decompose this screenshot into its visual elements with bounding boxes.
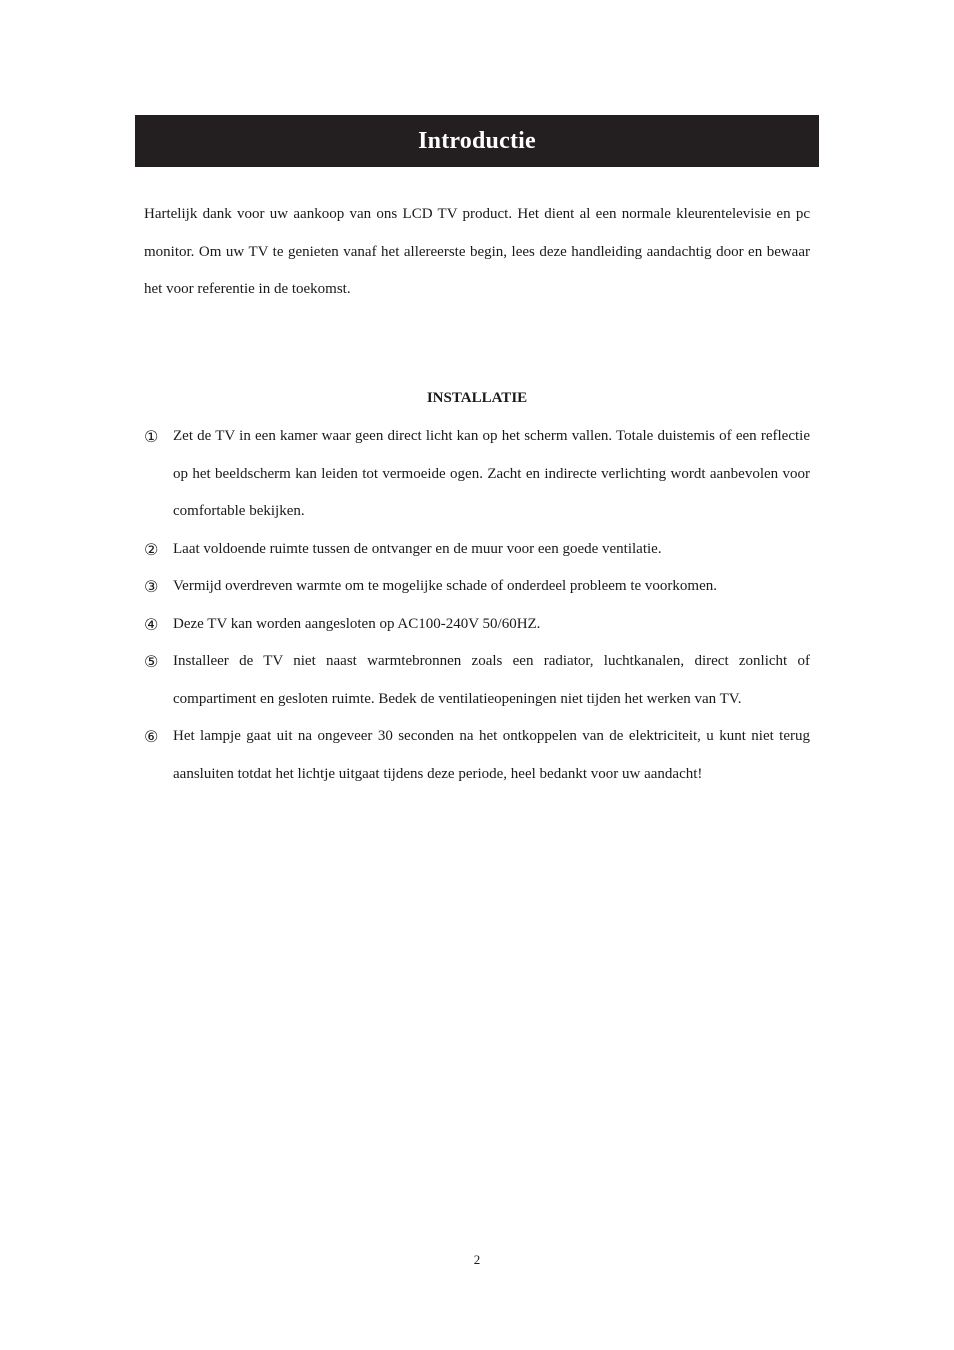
installation-heading: INSTALLATIE bbox=[426, 390, 528, 406]
item-number-2: ② bbox=[144, 539, 159, 559]
installation-item-4 bbox=[144, 606, 810, 644]
page-number: 2 bbox=[473, 1252, 481, 1267]
item-text-4: Deze TV kan worden aangesloten op AC100-240V 50/60HZ. bbox=[173, 615, 541, 632]
item-number-6: ⑥ bbox=[144, 727, 159, 746]
item-number-5: ⑤ bbox=[144, 652, 159, 671]
item-text-6: Het lampje gaat uit na ongeveer 30 seconden na het ontkoppelen van de elektriciteit, u kunt niet terug aansluiten totdat het lichtje uitgaat tijdens deze periode, heel bedankt voor uw aandacht! bbox=[173, 728, 810, 782]
item-number-3: ③ bbox=[144, 577, 159, 596]
installation-item-2 bbox=[144, 531, 810, 569]
item-text-1: Zet de TV in een kamer waar geen direct licht kan op het scherm vallen. Totale duistemis of een reflectie op het beeldscherm kan leiden tot vermoeide ogen. Zacht en indirecte verlichting wordt aanbevolen voor comfortable bekijken. bbox=[173, 428, 810, 519]
item-text-3: Vermijd overdreven warmte om te mogelijke schade of onderdeel probleem te voorkomen. bbox=[173, 578, 717, 594]
installation-item-5 bbox=[144, 643, 810, 718]
installation-list bbox=[144, 418, 810, 793]
item-text-5: Installeer de TV niet naast warmtebronnen zoals een radiator, luchtkanalen, direct zonlicht of compartiment en gesloten ruimte. Bedek de ventilatieopeningen niet tijden het werken van TV. bbox=[173, 653, 810, 707]
installation-item-1 bbox=[144, 418, 810, 531]
item-number-4: ④ bbox=[144, 614, 159, 634]
item-text-2: Laat voldoende ruimte tussen de ontvanger en de muur voor een goede ventilatie. bbox=[173, 540, 662, 557]
item-number-1: ① bbox=[144, 427, 159, 446]
page-title: Introductie bbox=[418, 127, 536, 154]
title-bar bbox=[135, 115, 819, 167]
installation-item-6 bbox=[144, 718, 810, 793]
intro-paragraph: Hartelijk dank voor uw aankoop van ons LCD TV product. Het dient al een normale kleurentelevisie en pc monitor. Om uw TV te genieten vanaf het allereerste begin, lees deze handleiding aandachtig door en bewaar het voor referentie in de toekomst. bbox=[144, 206, 810, 297]
installation-item-3 bbox=[144, 568, 810, 606]
